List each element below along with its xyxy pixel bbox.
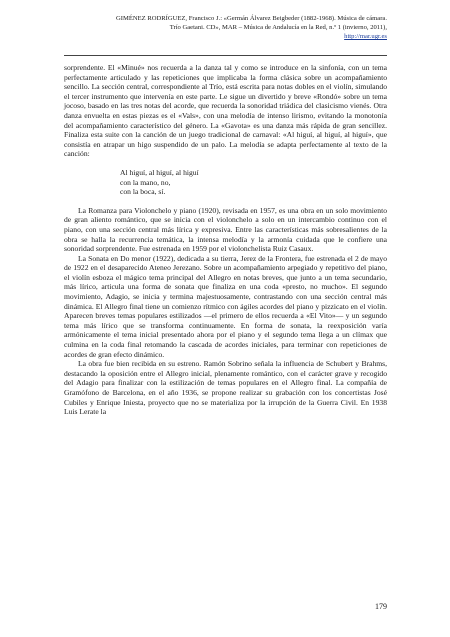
paragraph-sonata: La Sonata en Do menor (1922), dedicada a su tierra, Jerez de la Frontera, fue estrenada el 2 de mayo de 1922 en el desaparecido Ateneo Jerezano. Sobre un acompañamiento arpegiado y repetitivo del piano, el violín esboza el mágico tema principal del Allegro en notas breves, que junto a un tema secundario, más lírico, articula una forma de sonata que finaliza en una coda «presto, no mucho». El segundo movimiento, Adagio, se inicia y termina majestuosamente, contrastando con una sección central más dinámica. El Allegro final tiene un comienzo rítmico con ágiles acordes del piano y pizzicato en el violín. Aparecen breves temas populares estilizados —el primero de ellos recuerda a «El Vito»— y un segundo tema más lírico que se transforma continuamente. En forma de sonata, la reexposición varía armónicamente el tema inicial presentado ahora por el piano y el segundo tema llega a un clímax que culmina en la coda final retomando la cascada de acordes iniciales, para terminar con repeticiones de acordes de gran efecto dinámico. xyxy=(64,253,387,359)
verse-line: con la mano, no, xyxy=(120,177,171,187)
paragraph-suite: sorprendente. El «Minué» nos recuerda a la danza tal y como se introduce en la sinfonía, con un tema perfectamente articulado y las repeticiones que implicaba la forma clásica sobre un acompañamiento sencillo. La sección central, correspondiente al Trío, está escrita para notas dobles en el violín, simulando el tercer instrumento que intervenía en este parte. Le sigue un divertido y breve «Rondó» sobre un tema jocoso, basado en las tres notas del acorde, que recuerda la sonoridad triádica del clasicismo vienés. Otra danza envuelta en estas piezas es el «Vals», con una melodía de intenso lirismo, evitando la monotonía del acompañamiento característico del género. La «Gavota» es una danza más rápida de gran sencillez. Finaliza esta suite con la canción de un juego tradicional de carnaval: «Al higuí, al higuí, al higuí», que consistía en atrapar un higo suspendido de un palo. La melodía se adapta perfectamente al texto de la canción: xyxy=(64,63,387,159)
verse-line: Al higuí, al higuí, al higuí xyxy=(120,167,199,177)
page-number: 179 xyxy=(375,602,387,611)
verse-line: con la boca, sí. xyxy=(120,187,166,197)
header-citation-line-2: Trío Gaetani. CD», MAR – Música de Andalucía en la Red, n.º 1 (invierno, 2011), xyxy=(169,24,387,31)
running-header xyxy=(64,14,387,41)
header-divider xyxy=(64,55,387,56)
paragraph-reception: La obra fue bien recibida en su estreno. Ramón Sobrino señala la influencia de Schubert y Brahms, destacando la oposición entre el Allegro inicial, plenamente romántico, con el carácter grave y recogido del Adagio para finalizar con la estilización de temas populares en el Allegro final. La compañía de Gramófono de Barcelona, en el año 1936, se propone realizar su grabación con los concertistas José Cubiles y Enrique Iniesta, proyecto que no se materializa por la irrupción de la Guerra Civil. En 1938 Luis Lerate la xyxy=(64,359,387,417)
article-body xyxy=(64,63,387,417)
header-citation-line-1: GIMÉNEZ RODRÍGUEZ, Francisco J.: «Germán Álvarez Beigbeder (1882-1968). Música de cámara. xyxy=(116,15,387,22)
paragraph-romanza: La Romanza para Violonchelo y piano (1920), revisada en 1957, es una obra en un solo movimiento de gran aliento romántico, que se inicia con el violonchelo a solo en un intercambio continuo con el piano, con una sección central más lírica y expresiva. Entre las características más sobresalientes de la obra se halla la recurrencia temática, la intensa melodía y la armonía cuidada que le confiere una sonoridad sorprendente. Fue estrenada en 1959 por el violonchelista Ruiz Casaux. xyxy=(64,205,387,254)
song-verse xyxy=(120,168,387,197)
journal-link[interactable]: http://mar.ugr.es xyxy=(344,33,387,40)
